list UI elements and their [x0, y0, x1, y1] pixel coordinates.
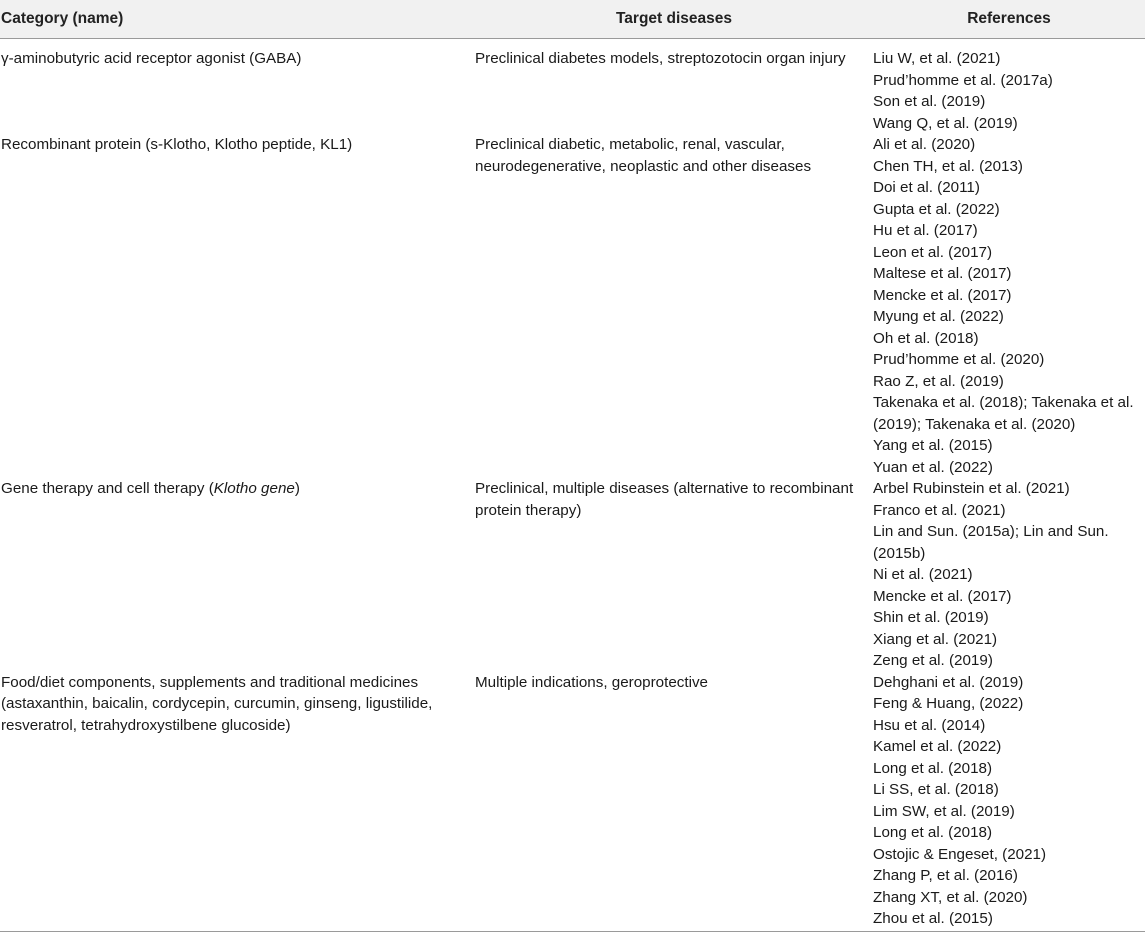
- category-tail-text: ): [294, 480, 300, 497]
- reference-item: Zeng et al. (2019): [873, 652, 993, 669]
- table-row: [0, 478, 1145, 672]
- reference-item: Kamel et al. (2022): [873, 738, 1002, 755]
- reference-item: Takenaka et al. (2018); Takenaka et al. (2019); Takenaka et al. (2020): [873, 394, 1134, 433]
- reference-item: Mencke et al. (2017): [873, 286, 1012, 304]
- reference-item: Feng & Huang, (2022): [873, 695, 1024, 712]
- reference-item: Li SS, et al. (2018): [873, 781, 999, 798]
- reference-item: Maltese et al. (2017): [873, 265, 1012, 282]
- reference-item: Rao Z, et al. (2019): [873, 372, 1004, 390]
- table-row: [0, 672, 1145, 930]
- reference-item: Xiang et al. (2021): [873, 630, 998, 648]
- reference-item: Shin et al. (2019): [873, 609, 989, 626]
- reference-item: Arbel Rubinstein et al. (2021): [873, 480, 1070, 497]
- category-cell: γ-aminobutyric acid receptor agonist (GABA): [1, 50, 302, 67]
- reference-item: Ali et al. (2020): [873, 136, 976, 153]
- target-cell: Multiple indications, geroprotective: [475, 673, 708, 691]
- reference-item: Long et al. (2018): [873, 824, 993, 841]
- reference-item: Yang et al. (2015): [873, 437, 993, 454]
- references-cell: [873, 672, 1145, 930]
- reference-item: Lim SW, et al. (2019): [873, 802, 1015, 820]
- reference-item: Zhou et al. (2015): [873, 910, 993, 927]
- category-cell: Food/diet components, supplements and traditional medicines (astaxanthin, baicalin, cordycepin, curcumin, ginseng, ligustilide, resveratrol, tetrahydroxystilbene glucoside): [1, 673, 433, 734]
- reference-item: Prud’homme et al. (2020): [873, 351, 1045, 368]
- references-cell: [873, 134, 1145, 478]
- category-italic-text: Klotho gene: [213, 480, 295, 497]
- reference-item: Gupta et al. (2022): [873, 200, 1000, 218]
- reference-item: Chen TH, et al. (2013): [873, 157, 1023, 175]
- reference-item: Zhang P, et al. (2016): [873, 867, 1018, 884]
- table-header: [0, 0, 1145, 39]
- header-category: Category (name): [1, 10, 124, 27]
- reference-item: Ni et al. (2021): [873, 566, 973, 583]
- reference-item: Hu et al. (2017): [873, 222, 978, 239]
- header-references: References: [967, 10, 1051, 27]
- references-cell: [873, 478, 1145, 672]
- reference-item: Zhang XT, et al. (2020): [873, 888, 1028, 906]
- reference-item: Lin and Sun. (2015a); Lin and Sun. (2015b): [873, 523, 1109, 562]
- target-cell: Preclinical diabetes models, streptozotocin organ injury: [475, 50, 846, 67]
- reference-item: Wang Q, et al. (2019): [873, 114, 1018, 132]
- reference-item: Liu W, et al. (2021): [873, 50, 1001, 67]
- table-bottom-rule: [0, 931, 1145, 932]
- reference-item: Oh et al. (2018): [873, 329, 979, 347]
- reference-item: Mencke et al. (2017): [873, 587, 1012, 605]
- references-cell: [873, 48, 1145, 134]
- reference-item: Doi et al. (2011): [873, 179, 980, 196]
- category-cell: Recombinant protein (s-Klotho, Klotho peptide, KL1): [1, 136, 353, 153]
- reference-item: Son et al. (2019): [873, 93, 986, 110]
- reference-item: Franco et al. (2021): [873, 501, 1006, 519]
- reference-item: Myung et al. (2022): [873, 308, 1004, 325]
- reference-item: Dehghani et al. (2019): [873, 673, 1024, 691]
- table-row: [0, 48, 1145, 134]
- header-target-diseases: Target diseases: [615, 10, 733, 27]
- reference-item: Ostojic & Engeset, (2021): [873, 845, 1047, 863]
- table-row: [0, 134, 1145, 478]
- table-body: [0, 39, 1145, 930]
- reference-item: Hsu et al. (2014): [873, 716, 986, 734]
- target-cell: Preclinical diabetic, metabolic, renal, vascular, neurodegenerative, neoplastic and other diseases: [475, 136, 812, 175]
- target-cell: Preclinical, multiple diseases (alternative to recombinant protein therapy): [475, 480, 854, 519]
- category-text: Gene therapy and cell therapy (: [1, 480, 214, 497]
- category-cell: [0, 478, 475, 500]
- reference-item: Leon et al. (2017): [873, 243, 993, 261]
- reference-item: Prud’homme et al. (2017a): [873, 71, 1053, 89]
- reference-item: Long et al. (2018): [873, 759, 993, 777]
- reference-item: Yuan et al. (2022): [873, 458, 993, 476]
